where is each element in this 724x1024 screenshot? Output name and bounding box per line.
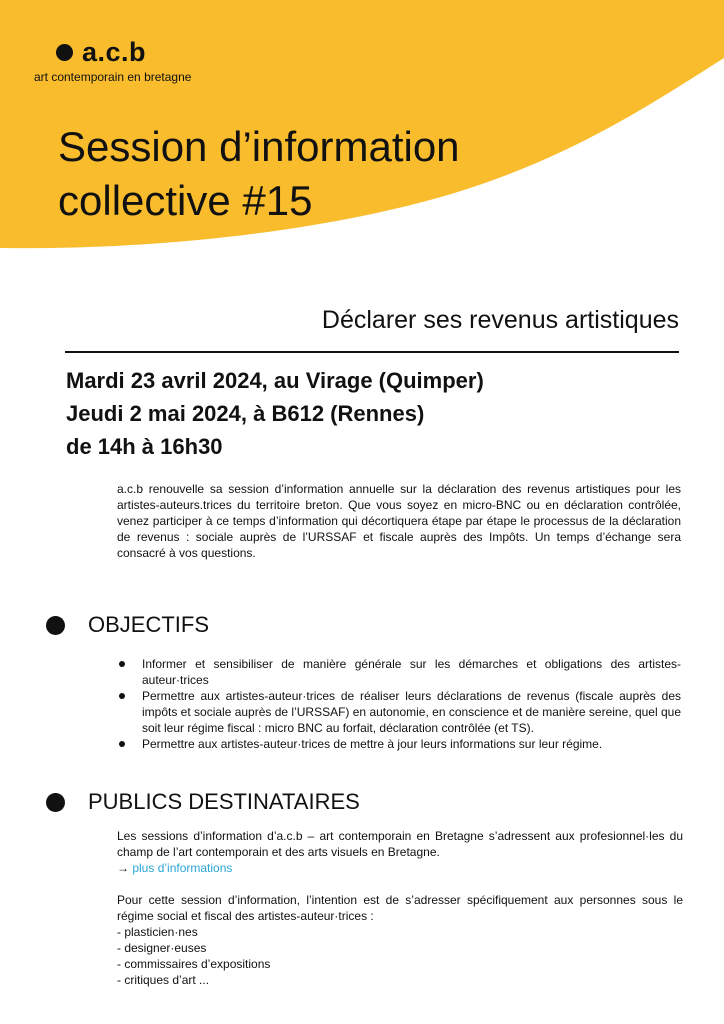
list-item: - plasticien·nes <box>117 925 198 939</box>
publics-paragraph: Pour cette session d’information, l’intention est de s’adresser spécifiquement aux personnes sous le régime social et fiscal des artistes-auteur·trices : <box>117 893 683 923</box>
list-item <box>117 736 681 752</box>
publics-body <box>117 828 683 988</box>
bullet-icon <box>119 693 125 699</box>
logo-name: a.c.b <box>82 37 147 67</box>
list-item-text: Permettre aux artistes-auteur·trices de mettre à jour leurs informations sur leur régime. <box>142 737 603 751</box>
objectifs-list <box>117 656 681 752</box>
intro-paragraph: a.c.b renouvelle sa session d’information annuelle sur la déclaration des revenus artistiques pour les artistes-auteurs.trices du territoire breton. Que vous soyez en micro-BNC ou en déclaration contrôlée, venez participer à ce temps d’information qui décortiquera étape par étape le processus de la déclaration de revenus : sociale auprès de l’URSSAF et fiscale auprès des Impôts. Un temps d’échange sera consacré à vos questions. <box>117 482 681 560</box>
list-item <box>117 656 681 688</box>
page-subtitle: Déclarer ses revenus artistiques <box>321 306 679 334</box>
more-info-link-label[interactable]: plus d’informations <box>132 861 233 875</box>
date-line: Jeudi 2 mai 2024, à B612 (Rennes) <box>66 401 425 426</box>
publics-paragraph: Les sessions d’information d’a.c.b – art contemporain en Bretagne s’adressent aux profesionnel·les du champ de l’art contemporain et des arts visuels en Bretagne. <box>117 829 683 859</box>
divider <box>65 351 679 353</box>
list-item: - designer·euses <box>117 941 207 955</box>
bullet-icon <box>119 661 125 667</box>
list-item: - commissaires d’expositions <box>117 957 271 971</box>
publics-heading <box>46 789 360 815</box>
objectifs-heading <box>46 612 209 638</box>
list-item: - critiques d’art ... <box>117 973 210 987</box>
objectifs-title: OBJECTIFS <box>88 612 210 637</box>
dates-block <box>66 364 484 463</box>
list-item <box>117 688 681 736</box>
time-line: de 14h à 16h30 <box>66 434 223 459</box>
arrow-icon: → <box>117 861 129 875</box>
publics-title: PUBLICS DESTINATAIRES <box>88 789 360 814</box>
logo-dot-icon <box>56 44 73 61</box>
more-info-link[interactable] <box>117 860 683 876</box>
list-item-text: Informer et sensibiliser de manière générale sur les démarches et obligations des artistes-auteur·trices <box>142 657 681 687</box>
section-bullet-icon <box>46 793 65 812</box>
title-line-2: collective #15 <box>58 177 313 224</box>
list-item-text: Permettre aux artistes-auteur·trices de réaliser leurs déclarations de revenus (fiscale auprès des impôts et sociale auprès de l’URSSAF) en autonomie, en conscience et de manière sereine, quel que soit leur régime fiscal : micro BNC au forfait, déclaration contrôlée (et TS). <box>142 689 681 735</box>
page-title <box>58 120 460 228</box>
logo[interactable] <box>34 37 192 84</box>
title-line-1: Session d’information <box>58 123 460 170</box>
bullet-icon <box>119 741 125 747</box>
logo-tagline: art contemporain en bretagne <box>34 70 192 84</box>
date-line: Mardi 23 avril 2024, au Virage (Quimper) <box>66 368 484 393</box>
section-bullet-icon <box>46 616 65 635</box>
